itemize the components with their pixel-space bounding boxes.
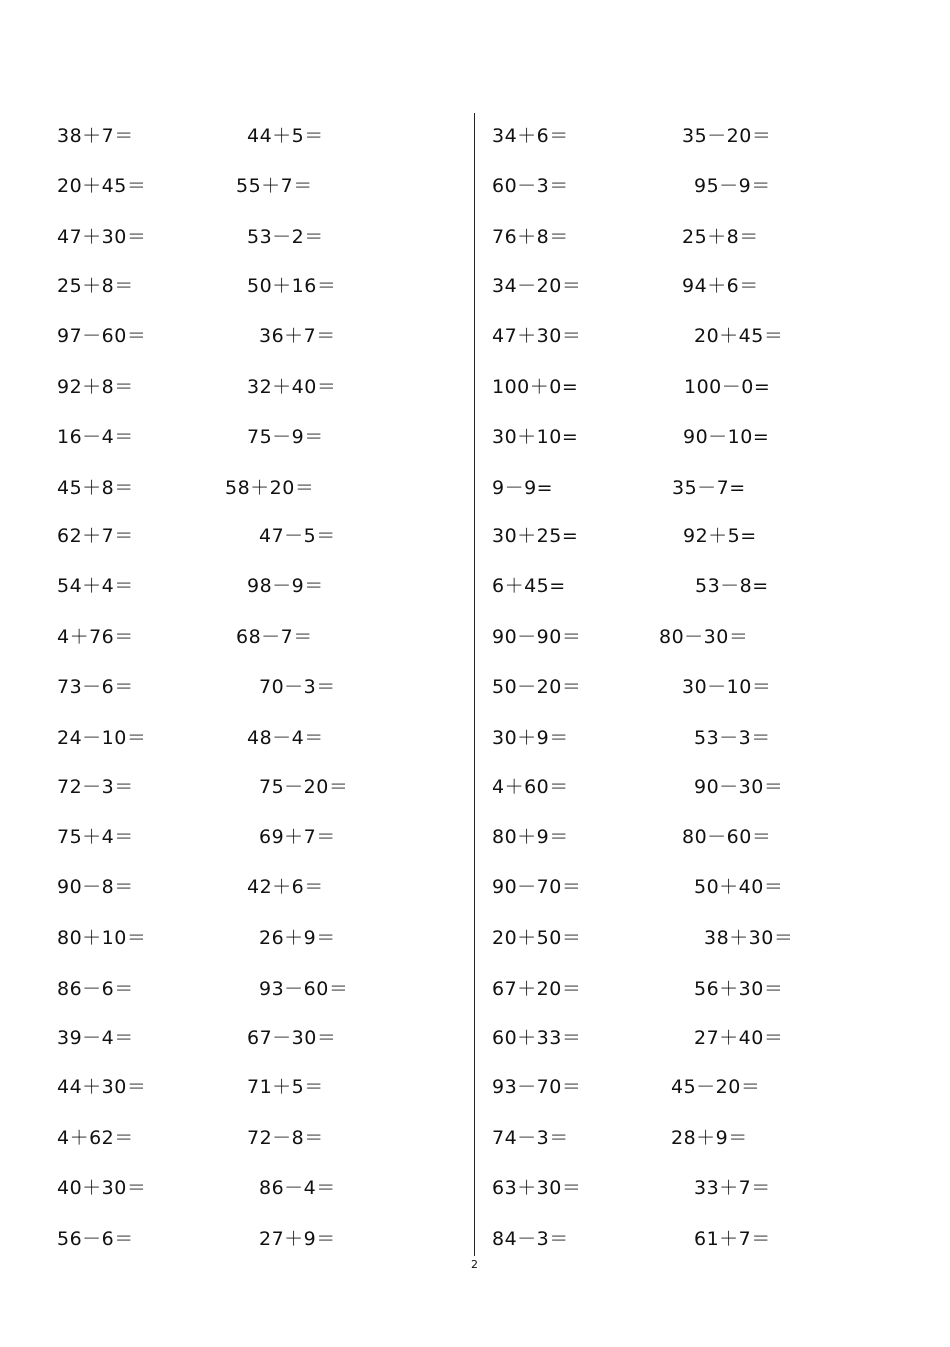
right-problem: 94＋6＝ (682, 275, 759, 297)
right-problem: 80＋9＝ (492, 826, 569, 848)
right-problem: 30－10＝ (682, 676, 772, 698)
left-problem: 90－8＝ (57, 876, 134, 898)
right-problem: 100－0= (684, 376, 771, 398)
right-problem: 76＋8＝ (492, 226, 569, 248)
right-problem: 80－60＝ (682, 826, 772, 848)
right-problem: 50－20＝ (492, 676, 582, 698)
left-problem: 48－4＝ (247, 727, 324, 749)
left-problem: 75＋4＝ (57, 826, 134, 848)
right-problem: 45－20＝ (671, 1076, 761, 1098)
left-problem: 38＋7＝ (57, 125, 134, 147)
page-number: 2 (471, 1258, 478, 1271)
left-problem: 69＋7＝ (259, 826, 336, 848)
right-problem: 38＋30＝ (704, 927, 794, 949)
right-problem: 4＋60＝ (492, 776, 569, 798)
right-problem: 80－30＝ (659, 626, 749, 648)
right-problem: 67＋20＝ (492, 978, 582, 1000)
right-problem: 34＋6＝ (492, 125, 569, 147)
right-problem: 90－70＝ (492, 876, 582, 898)
left-problem: 86－4＝ (259, 1177, 336, 1199)
right-problem: 56＋30＝ (694, 978, 784, 1000)
right-problem: 60＋33＝ (492, 1027, 582, 1049)
left-problem: 93－60＝ (259, 978, 349, 1000)
left-problem: 39－4＝ (57, 1027, 134, 1049)
left-problem: 56－6＝ (57, 1228, 134, 1250)
right-problem: 30＋25= (492, 525, 579, 547)
right-problem: 63＋30＝ (492, 1177, 582, 1199)
left-problem: 92＋8＝ (57, 376, 134, 398)
left-problem: 72－8＝ (247, 1127, 324, 1149)
right-problem: 84－3＝ (492, 1228, 569, 1250)
left-problem: 86－6＝ (57, 978, 134, 1000)
left-problem: 47－5＝ (259, 525, 336, 547)
right-problem: 74－3＝ (492, 1127, 569, 1149)
left-problem: 98－9＝ (247, 575, 324, 597)
left-problem: 32＋40＝ (247, 376, 337, 398)
left-problem: 44＋5＝ (247, 125, 324, 147)
left-problem: 45＋8＝ (57, 477, 134, 499)
left-problem: 97－60＝ (57, 325, 147, 347)
column-divider (474, 113, 475, 1256)
left-problem: 44＋30＝ (57, 1076, 147, 1098)
left-problem: 36＋7＝ (259, 325, 336, 347)
left-problem: 25＋8＝ (57, 275, 134, 297)
right-problem: 95－9＝ (694, 175, 771, 197)
right-problem: 90－10= (683, 426, 770, 448)
right-problem: 90－30＝ (694, 776, 784, 798)
left-problem: 53－2＝ (247, 226, 324, 248)
right-problem: 61＋7＝ (694, 1228, 771, 1250)
right-problem: 47＋30＝ (492, 325, 582, 347)
right-problem: 33＋7＝ (694, 1177, 771, 1199)
right-problem: 92＋5= (683, 525, 757, 547)
right-problem: 53－8= (695, 575, 769, 597)
left-problem: 70－3＝ (259, 676, 336, 698)
left-problem: 20＋45＝ (57, 175, 147, 197)
left-problem: 4＋62＝ (57, 1127, 134, 1149)
right-problem: 30＋9＝ (492, 727, 569, 749)
right-problem: 28＋9＝ (671, 1127, 748, 1149)
right-problem: 25＋8＝ (682, 226, 759, 248)
right-problem: 30＋10= (492, 426, 579, 448)
left-problem: 62＋7＝ (57, 525, 134, 547)
left-problem: 27＋9＝ (259, 1228, 336, 1250)
right-problem: 90－90＝ (492, 626, 582, 648)
left-problem: 26＋9＝ (259, 927, 336, 949)
left-problem: 40＋30＝ (57, 1177, 147, 1199)
right-problem: 35－20＝ (682, 125, 772, 147)
right-problem: 35－7= (672, 477, 746, 499)
right-problem: 20＋45＝ (694, 325, 784, 347)
right-problem: 34－20＝ (492, 275, 582, 297)
right-problem: 60－3＝ (492, 175, 569, 197)
left-problem: 75－20＝ (259, 776, 349, 798)
right-problem: 9－9= (492, 477, 554, 499)
left-problem: 67－30＝ (247, 1027, 337, 1049)
left-problem: 54＋4＝ (57, 575, 134, 597)
right-problem: 53－3＝ (694, 727, 771, 749)
left-problem: 73－6＝ (57, 676, 134, 698)
left-problem: 24－10＝ (57, 727, 147, 749)
left-problem: 80＋10＝ (57, 927, 147, 949)
right-problem: 50＋40＝ (694, 876, 784, 898)
left-problem: 47＋30＝ (57, 226, 147, 248)
left-problem: 4＋76＝ (57, 626, 134, 648)
left-problem: 58＋20＝ (225, 477, 315, 499)
left-problem: 16－4＝ (57, 426, 134, 448)
left-problem: 55＋7＝ (236, 175, 313, 197)
left-problem: 72－3＝ (57, 776, 134, 798)
right-problem: 27＋40＝ (694, 1027, 784, 1049)
right-problem: 93－70＝ (492, 1076, 582, 1098)
right-problem: 20＋50＝ (492, 927, 582, 949)
right-problem: 100＋0= (492, 376, 579, 398)
left-problem: 50＋16＝ (247, 275, 337, 297)
right-problem: 6＋45= (492, 575, 566, 597)
left-problem: 75－9＝ (247, 426, 324, 448)
left-problem: 68－7＝ (236, 626, 313, 648)
left-problem: 71＋5＝ (247, 1076, 324, 1098)
left-problem: 42＋6＝ (247, 876, 324, 898)
